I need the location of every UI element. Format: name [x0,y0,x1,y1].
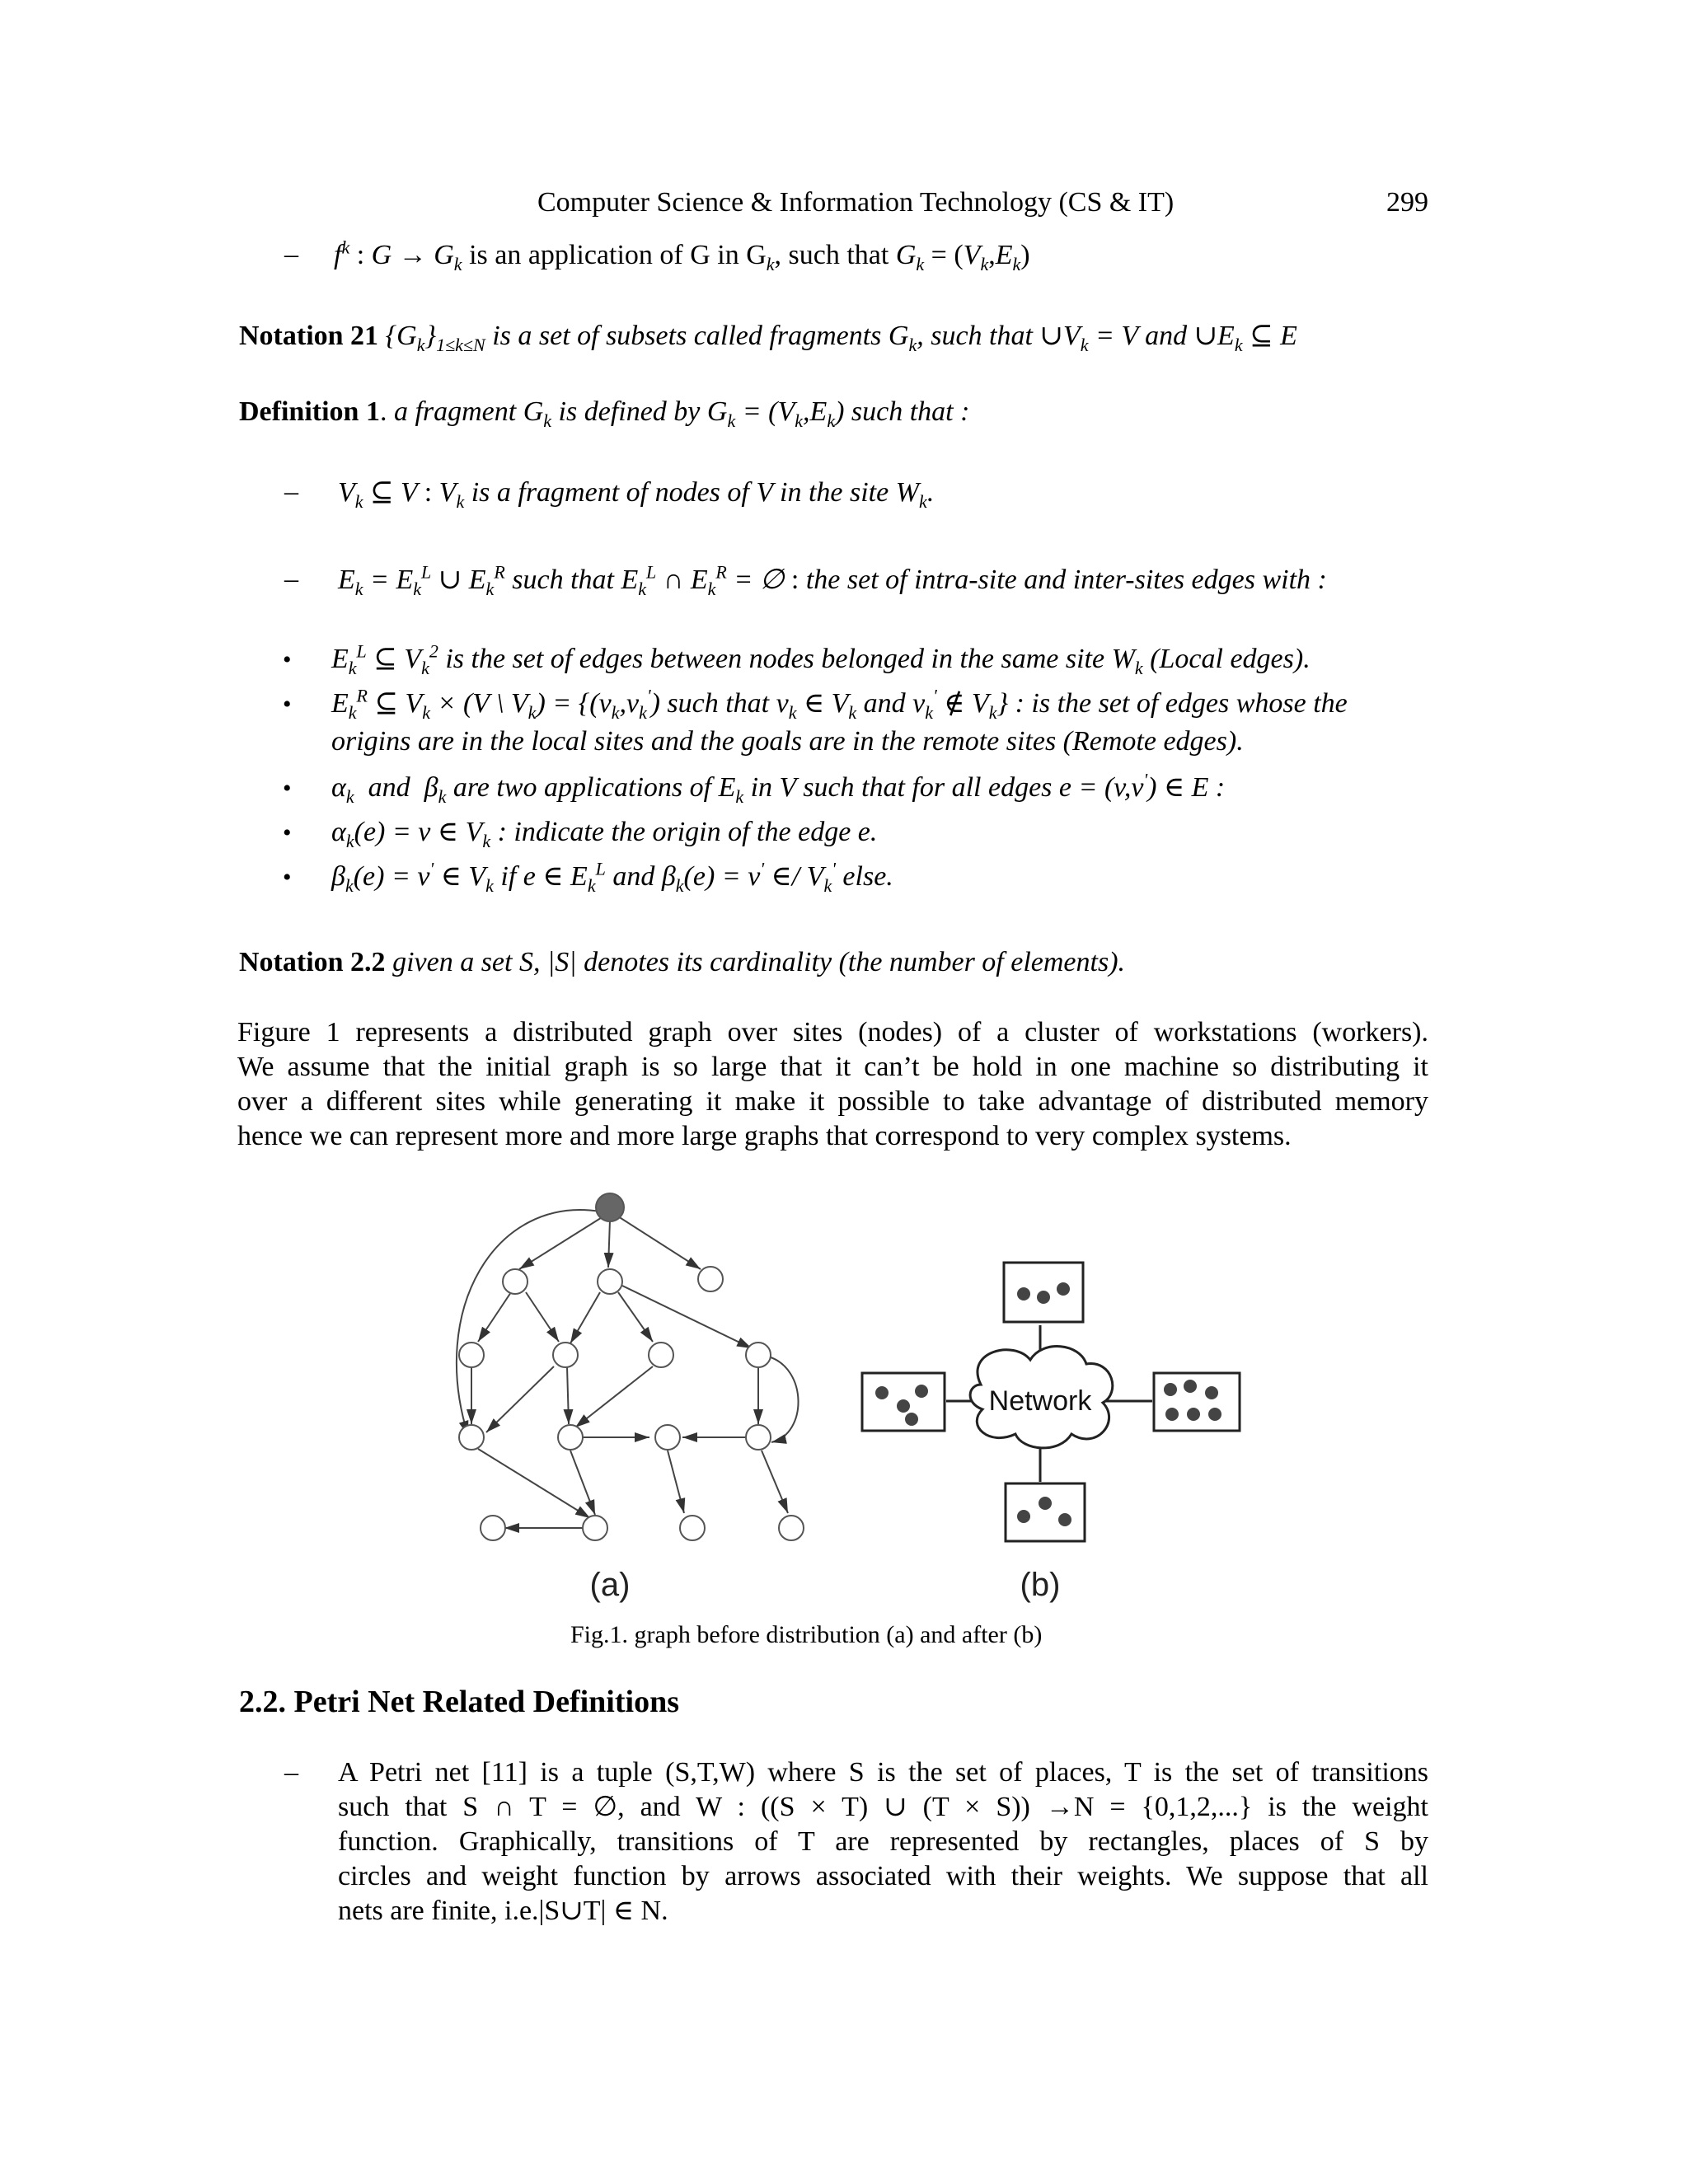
site-box-bottom [1006,1483,1085,1541]
bullet-alpha-beta: $\alpha_k$ and $\beta_k$ are two applications of $E_k$ in V such that for all edges e = (v,v') ∈ E : [331,769,1226,807]
graph-node [481,1516,505,1540]
figure-caption: Fig.1. graph before distribution (a) and after (b) [570,1621,1043,1648]
bullet-marker: • [283,646,292,673]
bullet-beta-def: $\beta_k(e) = v'$ ∈ $V_k$ if e ∈ $E_k^L$ and $\beta_k(e) = v'$ ∈/ $V_k'$ else. [331,858,893,896]
graph-node-root [596,1193,624,1221]
dash-bullet: – [284,476,298,507]
bullet-remote-edges-cont: origins are in the local sites and the goals are in the remote sites (Remote edges). [331,726,1244,757]
paragraph-line: Figure 1 represents a distributed graph over sites (nodes) of a cluster of workstations (workers). [237,1017,1428,1047]
graph-node [779,1516,804,1540]
graph-nodes [459,1193,804,1540]
graph-node [746,1343,771,1367]
figure-label-a: (a) [589,1567,631,1603]
bullet-remote-edges: $E_k^R$ ⊆ $V_k \times (V$ \ $V_k) = \{(v_k,v_k')$ such that $v_k$ ∈ $V_k$ and $v_k'$ ∉ $V_k$} : is the set of edges whose the [331,685,1348,723]
notation-21: Notation 21 $\{G_k\}_{1\le k\le N}$ is a set of subsets called fragments $G_k$, such that $\cup V_k = V$ and $\cup E_k$ ⊆ E [239,321,1297,355]
page-number: 299 [1386,187,1428,218]
petri-line: circles and weight function by arrows associated with their weights. We suppose that all [338,1861,1428,1891]
paragraph-line: hence we can represent more and more large graphs that correspond to very complex systems. [237,1121,1292,1151]
notation-2-2: Notation 2.2 given a set S, |S| denotes its cardinality (the number of elements). [239,947,1126,977]
bullet-marker: • [283,819,292,846]
graph-node [459,1425,484,1450]
site-box-right [1154,1373,1240,1431]
graph-node [558,1425,583,1450]
bullet-marker: • [283,775,292,802]
graph-node [459,1343,484,1367]
graph-node [598,1269,622,1294]
dash-bullet: – [284,1757,298,1788]
ek-definition: $E_k = E_k^L$ ∪ $E_k^R$ such that $E_k^L$ ∩ $E_k^R$ = ∅ : the set of intra-site and inter-sites edges with : [338,561,1327,599]
dash-bullet: – [284,239,298,269]
figure-label-b: (b) [1020,1567,1061,1603]
paragraph-line: over a different sites while generating it make it possible to take advantage of distributed memory [237,1086,1428,1117]
graph-node [698,1267,723,1291]
dash-bullet: – [284,564,298,594]
running-title: Computer Science & Information Technology (CS & IT) [537,187,1175,218]
graph-node [583,1516,607,1540]
bullet-marker: • [283,691,292,718]
petri-line: nets are finite, i.e.|S∪T| ∈ N. [338,1896,668,1926]
definition-1: Definition 1. a fragment $G_k$ is defined by $G_k = (V_k,E_k)$ such that : [239,396,970,431]
graph-node [503,1269,528,1294]
bullet-marker: • [283,864,292,891]
figure-1-graphic [420,1187,1261,1615]
bullet-local-edges: $E_k^L$ ⊆ $V_k^2$ is the set of edges between nodes belonged in the same site $W_k$ (Local edges). [331,640,1311,678]
bullet-alpha-def: $\alpha_k(e) = v$ ∈ $V_k$ : indicate the origin of the edge e. [331,817,878,851]
petri-net-definition [338,1755,1428,1929]
f-application-line: $f^k$ : $G \to G_k$ is an application of G in $G_k$, such that $G_k = (V_k,E_k)$ [334,237,1030,274]
graph-edges [457,1210,799,1528]
graph-node [649,1343,673,1367]
network-label: Network [988,1385,1092,1417]
graph-node [680,1516,705,1540]
graph-node [746,1425,771,1450]
figure-description-paragraph [237,1015,1428,1154]
figure-1 [420,1187,1261,1615]
paragraph-line: We assume that the initial graph is so large that it can’t be hold in one machine so distributing it [237,1052,1428,1082]
petri-line: A Petri net [11] is a tuple (S,T,W) where S is the set of places, T is the set of transitions [338,1757,1428,1788]
graph-node [655,1425,680,1450]
petri-line: function. Graphically, transitions of T are represented by rectangles, places of S by [338,1826,1428,1857]
section-heading: 2.2. Petri Net Related Definitions [239,1685,679,1719]
graph-node [553,1343,578,1367]
vk-definition: $V_k$ ⊆ V : $V_k$ is a fragment of nodes of V in the site $W_k$. [338,477,935,512]
petri-line: such that S ∩ T = ∅, and W : ((S × T) ∪ (T × S)) →N = {0,1,2,...} is the weight [338,1792,1428,1822]
